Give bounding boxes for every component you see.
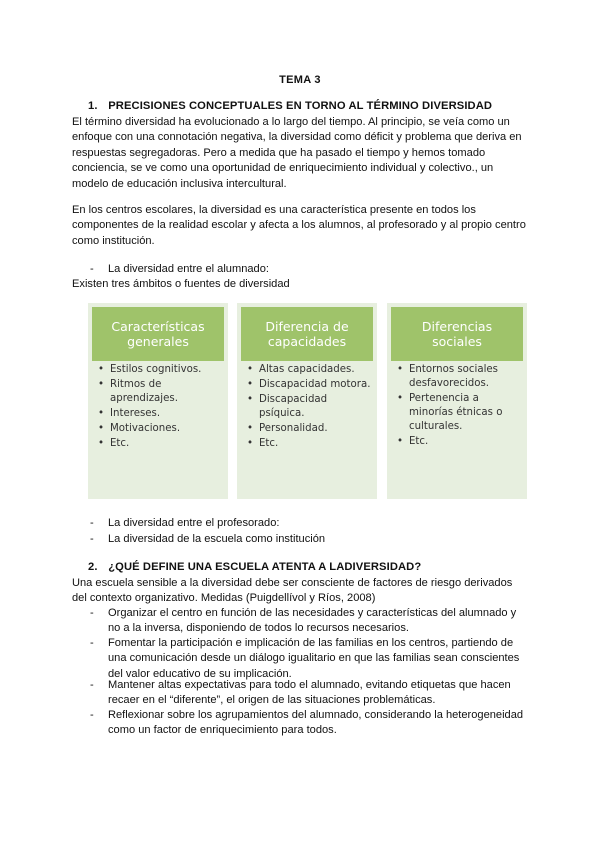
list-item: • Personalidad. bbox=[247, 422, 373, 436]
list-item-profesorado bbox=[90, 516, 530, 531]
list-item: • Entornos sociales desfavorecidos. bbox=[397, 363, 523, 391]
list-item: • Discapacidad psíquica. bbox=[247, 393, 373, 421]
paragraph-escuela-sensible bbox=[72, 576, 532, 607]
diagram-column-header bbox=[241, 307, 373, 361]
measure-item bbox=[90, 678, 530, 709]
diagram-column-sociales bbox=[387, 303, 527, 499]
text-line: como institución. bbox=[72, 234, 155, 247]
dash-marker: - bbox=[90, 679, 94, 691]
paragraph-diversity-evolution bbox=[72, 115, 532, 192]
dash-marker: - bbox=[90, 637, 94, 649]
text-line: Organizar el centro en función de las necesidades y características del alumnado y bbox=[108, 607, 517, 619]
text-line: Existen tres ámbitos o fuentes de diversidad bbox=[72, 278, 290, 290]
list-item: • Altas capacidades. bbox=[247, 363, 373, 377]
measure-text bbox=[108, 606, 530, 637]
list-item: • Etc. bbox=[98, 437, 224, 451]
text-line: Fomentar la participación e implicación de las familias en los centros, partiendo de bbox=[108, 637, 514, 649]
section-1-title: PRECISIONES CONCEPTUALES EN TORNO AL TÉRMINO DIVERSIDAD bbox=[108, 100, 493, 112]
diagram-column-list bbox=[247, 363, 373, 452]
dash-marker: - bbox=[90, 533, 94, 545]
list-item: • Ritmos de aprendizajes. bbox=[98, 378, 224, 406]
list-item-text: La diversidad entre el alumnado: bbox=[108, 263, 269, 275]
section-1-number: 1. bbox=[88, 100, 98, 112]
list-item: • Discapacidad motora. bbox=[247, 378, 373, 392]
page-title: TEMA 3 bbox=[279, 74, 321, 86]
measure-item bbox=[90, 708, 530, 739]
list-item-escuela bbox=[90, 532, 530, 547]
text-line: conciencia, se ve como una oportunidad de enriquecimiento individual y colectivo., un bbox=[72, 162, 494, 175]
list-item: • Pertenencia a minorías étnicas o culturales. bbox=[397, 392, 523, 434]
list-item-alumnado bbox=[90, 262, 530, 277]
text-line: modelo de educación inclusiva intercultural. bbox=[72, 177, 287, 190]
text-line: respuestas segregadoras. Pero a medida que ha pasado el tiempo y hemos tomado bbox=[72, 146, 486, 159]
text-line: del contexto organizativo. Medidas (Puigdellívol y Ríos, 2008) bbox=[72, 592, 376, 605]
text-line: En los centros escolares, la diversidad es una característica presente en todos los bbox=[72, 204, 476, 216]
dash-marker: - bbox=[90, 263, 94, 275]
measure-text bbox=[108, 678, 530, 709]
list-item: • Etc. bbox=[397, 435, 523, 449]
text-line: Reflexionar sobre los agrupamientos del alumnado, considerando la heterogeneidad bbox=[108, 709, 524, 721]
text-line: enfoque con una connotación negativa, la diversidad como déficit y problema que deriva en bbox=[72, 131, 522, 144]
list-item-text: La diversidad de la escuela como institución bbox=[108, 533, 326, 545]
text-line: Mantener altas expectativas para todo el alumnado, evitando etiquetas que hacen bbox=[108, 679, 511, 691]
list-item: • Etc. bbox=[247, 437, 373, 451]
list-item: • Intereses. bbox=[98, 407, 224, 421]
text-line: una comunicación desde un diálogo igualitario en que las familias sean conscientes bbox=[108, 652, 520, 665]
section-2-title: ¿QUÉ DEFINE UNA ESCUELA ATENTA A LADIVERSIDAD? bbox=[108, 561, 422, 573]
diagram-column-list bbox=[397, 363, 523, 450]
list-item: • Motivaciones. bbox=[98, 422, 224, 436]
dash-marker: - bbox=[90, 607, 94, 619]
header-line: capacidades bbox=[267, 334, 347, 349]
text-line: componentes de la realidad escolar y afecta a los alumnos, al profesorado y al propio centro bbox=[72, 219, 526, 232]
measure-item bbox=[90, 606, 530, 637]
header-line: sociales bbox=[432, 334, 482, 349]
header-line: generales bbox=[127, 334, 189, 349]
diagram-column-capacidades bbox=[237, 303, 377, 499]
measure-text bbox=[108, 636, 530, 682]
section-1-heading bbox=[88, 100, 492, 112]
text-line: El término diversidad ha evolucionado a lo largo del tiempo. Al principio, se veía como un bbox=[72, 116, 510, 128]
diagram-column-header bbox=[391, 307, 523, 361]
measure-item bbox=[90, 636, 530, 682]
text-line: Una escuela sensible a la diversidad debe ser consciente de factores de riesgo derivados bbox=[72, 577, 513, 589]
diagram-column-list bbox=[98, 363, 224, 452]
list-item-text: La diversidad entre el profesorado: bbox=[108, 517, 280, 529]
diversity-sources-diagram bbox=[88, 303, 528, 499]
list-item: • Estilos cognitivos. bbox=[98, 363, 224, 377]
text-line: no a la inversa, disponiendo de todos lo recursos necesarios. bbox=[108, 622, 409, 635]
section-2-number: 2. bbox=[88, 561, 98, 573]
text-line: recaer en el “diferente”, el origen de las situaciones problemáticas. bbox=[108, 694, 436, 707]
text-line: como un factor de enriquecimiento para todos. bbox=[108, 724, 337, 737]
diagram-column-caracteristicas bbox=[88, 303, 228, 499]
diagram-column-header bbox=[92, 307, 224, 361]
section-2-heading bbox=[88, 561, 421, 573]
header-line: Características bbox=[111, 319, 205, 334]
header-line: Diferencias bbox=[421, 319, 493, 334]
paragraph-fuentes bbox=[72, 277, 532, 292]
header-line: Diferencia de bbox=[265, 319, 349, 334]
paragraph-school-centers bbox=[72, 203, 532, 249]
dash-marker: - bbox=[90, 517, 94, 529]
measure-text bbox=[108, 708, 530, 739]
text-line: del valor educativo de su implicación. bbox=[108, 667, 292, 680]
dash-marker: - bbox=[90, 709, 94, 721]
